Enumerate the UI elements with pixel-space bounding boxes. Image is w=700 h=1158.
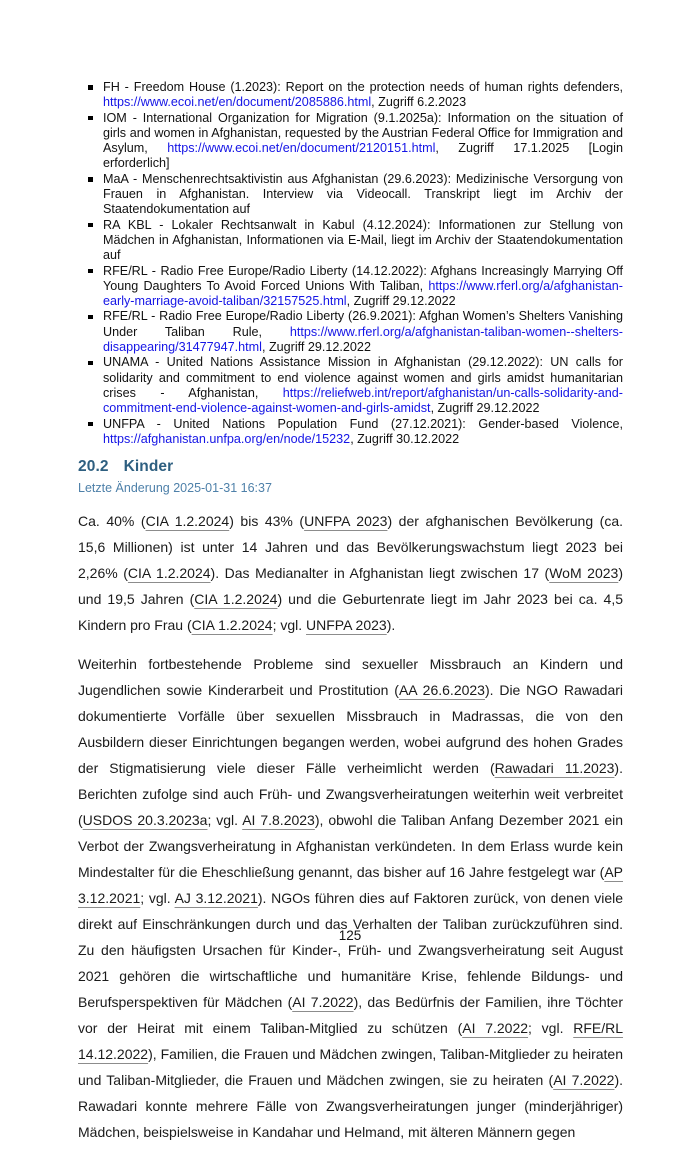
text-run: , Zugriff 30.12.2022 bbox=[350, 431, 460, 446]
bibliography-item bbox=[78, 264, 623, 310]
bibliography-item bbox=[78, 417, 623, 448]
source-reference-link[interactable]: CIA 1.2.2024 bbox=[145, 513, 230, 530]
source-reference-link[interactable]: UNFPA 2023 bbox=[304, 513, 388, 530]
text-run: ), Familien, die Frauen und Mädchen zwingen, Taliban-Mitglieder zu heiraten und Taliban-Mitglieder, die Frauen und Mädchen zwingen, sie zu heiraten ( bbox=[78, 1046, 623, 1089]
bullet-square-icon bbox=[88, 315, 93, 320]
external-url-link[interactable]: https://www.ecoi.net/en/document/2085886.html bbox=[103, 95, 372, 110]
body-paragraphs bbox=[78, 508, 623, 1145]
text-run: ). Berichten zufolge sind auch Früh- und Zwangsverheiratungen weiterhin weit verbreitet ( bbox=[78, 760, 623, 829]
text-run: FH - Freedom House (1.2023): Report on the protection needs of human rights defenders, bbox=[103, 80, 623, 94]
source-reference-link[interactable]: CIA 1.2.2024 bbox=[194, 591, 278, 608]
text-run: ; vgl. bbox=[207, 812, 243, 829]
bibliography-item bbox=[78, 218, 623, 264]
source-reference-link[interactable]: CIA 1.2.2024 bbox=[127, 565, 211, 582]
text-run: UNAMA - United Nations Assistance Mission in Afghanistan (29.12.2022): UN calls for solidarity and commitment to end violence against women and girls amidst humanitarian crises - Afghanistan, bbox=[103, 355, 623, 400]
source-reference-link[interactable]: AJ 3.12.2021 bbox=[174, 890, 258, 907]
source-reference-link[interactable]: RFE/RL 14.12.2022 bbox=[78, 1020, 624, 1063]
text-run: ). Das Medianalter in Afghanistan liegt zwischen 17 ( bbox=[210, 565, 550, 582]
source-reference-link[interactable]: Rawadari 11.2023 bbox=[494, 760, 615, 777]
text-run: RFE/RL - Radio Free Europe/Radio Liberty (14.12.2022): Afghans Increasingly Marrying Off Young Daughters To Avoid Forced Unions With Taliban, bbox=[103, 263, 623, 293]
text-run: ) und 19,5 Jahren ( bbox=[78, 565, 623, 608]
text-run: ; vgl. bbox=[272, 617, 307, 634]
text-run: ). Rawadari konnte mehrere Fälle von Zwangsverheiratungen junger (minderjähriger) Mädchen, beispielsweise in Kandahar und Helmand, mit älteren Männern gegen bbox=[78, 1072, 624, 1141]
text-run: ) der afghanischen Bevölkerung (ca. 15,6 Millionen) ist unter 14 Jahren und das Bevölkerungswachstum liegt 2023 bei 2,26% ( bbox=[78, 513, 624, 582]
document-page-content bbox=[78, 80, 623, 1158]
source-reference-link[interactable]: WoM 2023 bbox=[549, 565, 619, 582]
source-reference-link[interactable]: AI 7.2022 bbox=[292, 994, 354, 1011]
text-run: ). Die NGO Rawadari dokumentierte Vorfälle über sexuellen Missbrauch in Madrassas, die von den Ausbildern dieser Einrichtungen begangen werden, wobei aufgrund des hohen Grades der Stigmatisierung viele dieser Fälle verheimlicht werden ( bbox=[78, 682, 624, 777]
text-run: ; vgl. bbox=[140, 890, 175, 907]
external-url-link[interactable]: https://www.rferl.org/a/afghanistan-early-marriage-avoid-taliban/32157525.html bbox=[103, 278, 623, 309]
external-url-link[interactable]: https://www.rferl.org/a/afghanistan-taliban-women--shelters-disappearing/31477947.html bbox=[103, 324, 623, 355]
bibliography-item bbox=[78, 111, 623, 172]
text-run: UNFPA - United Nations Population Fund (27.12.2021): Gender-based Violence, bbox=[103, 416, 623, 431]
bullet-square-icon bbox=[88, 116, 93, 121]
last-modified-note: Letzte Änderung 2025-01-31 16:37 bbox=[78, 481, 272, 496]
source-reference-link[interactable]: UNFPA 2023 bbox=[306, 617, 387, 634]
text-run: IOM - International Organization for Migration (9.1.2025a): Information on the situation of girls and women in Afghanistan, requested by the Austrian Federal Office for Immigration and Asylum, bbox=[103, 110, 623, 156]
section-title: Kinder bbox=[123, 458, 174, 476]
bibliography-item bbox=[78, 80, 623, 111]
text-run: MaA - Menschenrechtsaktivistin aus Afghanistan (29.6.2023): Medizinische Versorgung von Frauen in Afghanistan. Interview via Videocall. Transkript liegt im Archiv der Staatendokumentation auf bbox=[103, 171, 623, 217]
bibliography-item bbox=[78, 355, 623, 416]
text-run: , Zugriff 29.12.2022 bbox=[346, 294, 456, 309]
text-run: , Zugriff 29.12.2022 bbox=[430, 401, 540, 416]
text-run: ) bis 43% ( bbox=[229, 513, 305, 530]
source-reference-link[interactable]: CIA 1.2.2024 bbox=[191, 617, 273, 634]
bibliography-list bbox=[78, 80, 623, 447]
text-run: , Zugriff 29.12.2022 bbox=[261, 340, 371, 355]
section-number: 20.2 bbox=[78, 458, 109, 476]
bullet-square-icon bbox=[88, 361, 93, 366]
section-heading bbox=[78, 458, 623, 476]
bullet-square-icon bbox=[88, 422, 93, 427]
bullet-square-icon bbox=[88, 85, 93, 90]
external-url-link[interactable]: https://reliefweb.int/report/afghanistan/un-calls-solidarity-and-commitment-end-violence-against-women-and-girls-amidst bbox=[103, 385, 623, 416]
text-run: Ca. 40% ( bbox=[78, 513, 146, 530]
text-run: RA KBL - Lokaler Rechtsanwalt in Kabul (4.12.2024): Informationen zur Stellung von Mädchen in Afghanistan, Informationen via E-Mail, liegt im Archiv der Staatendokumentation auf bbox=[103, 217, 623, 263]
text-run: ). bbox=[386, 617, 396, 634]
body-paragraph bbox=[78, 508, 623, 638]
text-run: ), obwohl die Taliban Anfang Dezember 2021 ein Verbot der Zwangsverheiratung in Afghanistan verkündeten. In dem Erlass wurde kein Mindestalter für die Eheschließung genannt, das bisher auf 16 Jahre festgelegt war ( bbox=[78, 812, 624, 881]
bibliography-item bbox=[78, 172, 623, 218]
text-run: ). NGOs führen dies auf Faktoren zurück, von denen viele direkt auf Einschränkungen durch und das Verhalten der Taliban zurückzuführen sind. Zu den häufigsten Ursachen für Kinder-, Früh- und Zwangsverheiratung seit August 2021 gehören die wirtschaftliche und humanitäre Krise, fehlende Bildungs- und Berufsperspektiven für Mädchen ( bbox=[78, 890, 623, 1011]
source-reference-link[interactable]: AI 7.8.2023 bbox=[242, 812, 315, 829]
source-reference-link[interactable]: AI 7.2022 bbox=[462, 1020, 529, 1037]
text-run: , Zugriff 17.1.2025 [Login erforderlich] bbox=[103, 141, 623, 171]
page-number: 125 bbox=[338, 928, 362, 943]
source-reference-link[interactable]: AI 7.2022 bbox=[553, 1072, 615, 1089]
text-run: ; vgl. bbox=[528, 1020, 574, 1037]
bullet-square-icon bbox=[88, 269, 93, 274]
text-run: , Zugriff 6.2.2023 bbox=[371, 95, 467, 110]
external-url-link[interactable]: https://afghanistan.unfpa.org/en/node/15232 bbox=[103, 431, 351, 446]
body-paragraph bbox=[78, 651, 623, 1145]
bullet-square-icon bbox=[88, 223, 93, 228]
external-url-link[interactable]: https://www.ecoi.net/en/document/2120151.html bbox=[167, 141, 436, 156]
source-reference-link[interactable]: AP 3.12.2021 bbox=[78, 864, 623, 907]
source-reference-link[interactable]: USDOS 20.3.2023a bbox=[82, 812, 208, 829]
text-run: ), das Bedürfnis der Familien, ihre Töchter vor der Heirat mit einem Taliban-Mitglied zu schützen ( bbox=[78, 994, 624, 1037]
source-reference-link[interactable]: AA 26.6.2023 bbox=[398, 682, 485, 699]
text-run: Weiterhin fortbestehende Probleme sind sexueller Missbrauch an Kindern und Jugendlichen sowie Kinderarbeit und Prostitution ( bbox=[78, 656, 623, 699]
text-run: RFE/RL - Radio Free Europe/Radio Liberty (26.9.2021): Afghan Women’s Shelters Vanishing Under Taliban Rule, bbox=[103, 309, 623, 339]
bibliography-item bbox=[78, 309, 623, 355]
bullet-square-icon bbox=[88, 177, 93, 182]
text-run: ) und die Geburtenrate liegt im Jahr 2023 bei ca. 4,5 Kindern pro Frau ( bbox=[78, 591, 624, 634]
